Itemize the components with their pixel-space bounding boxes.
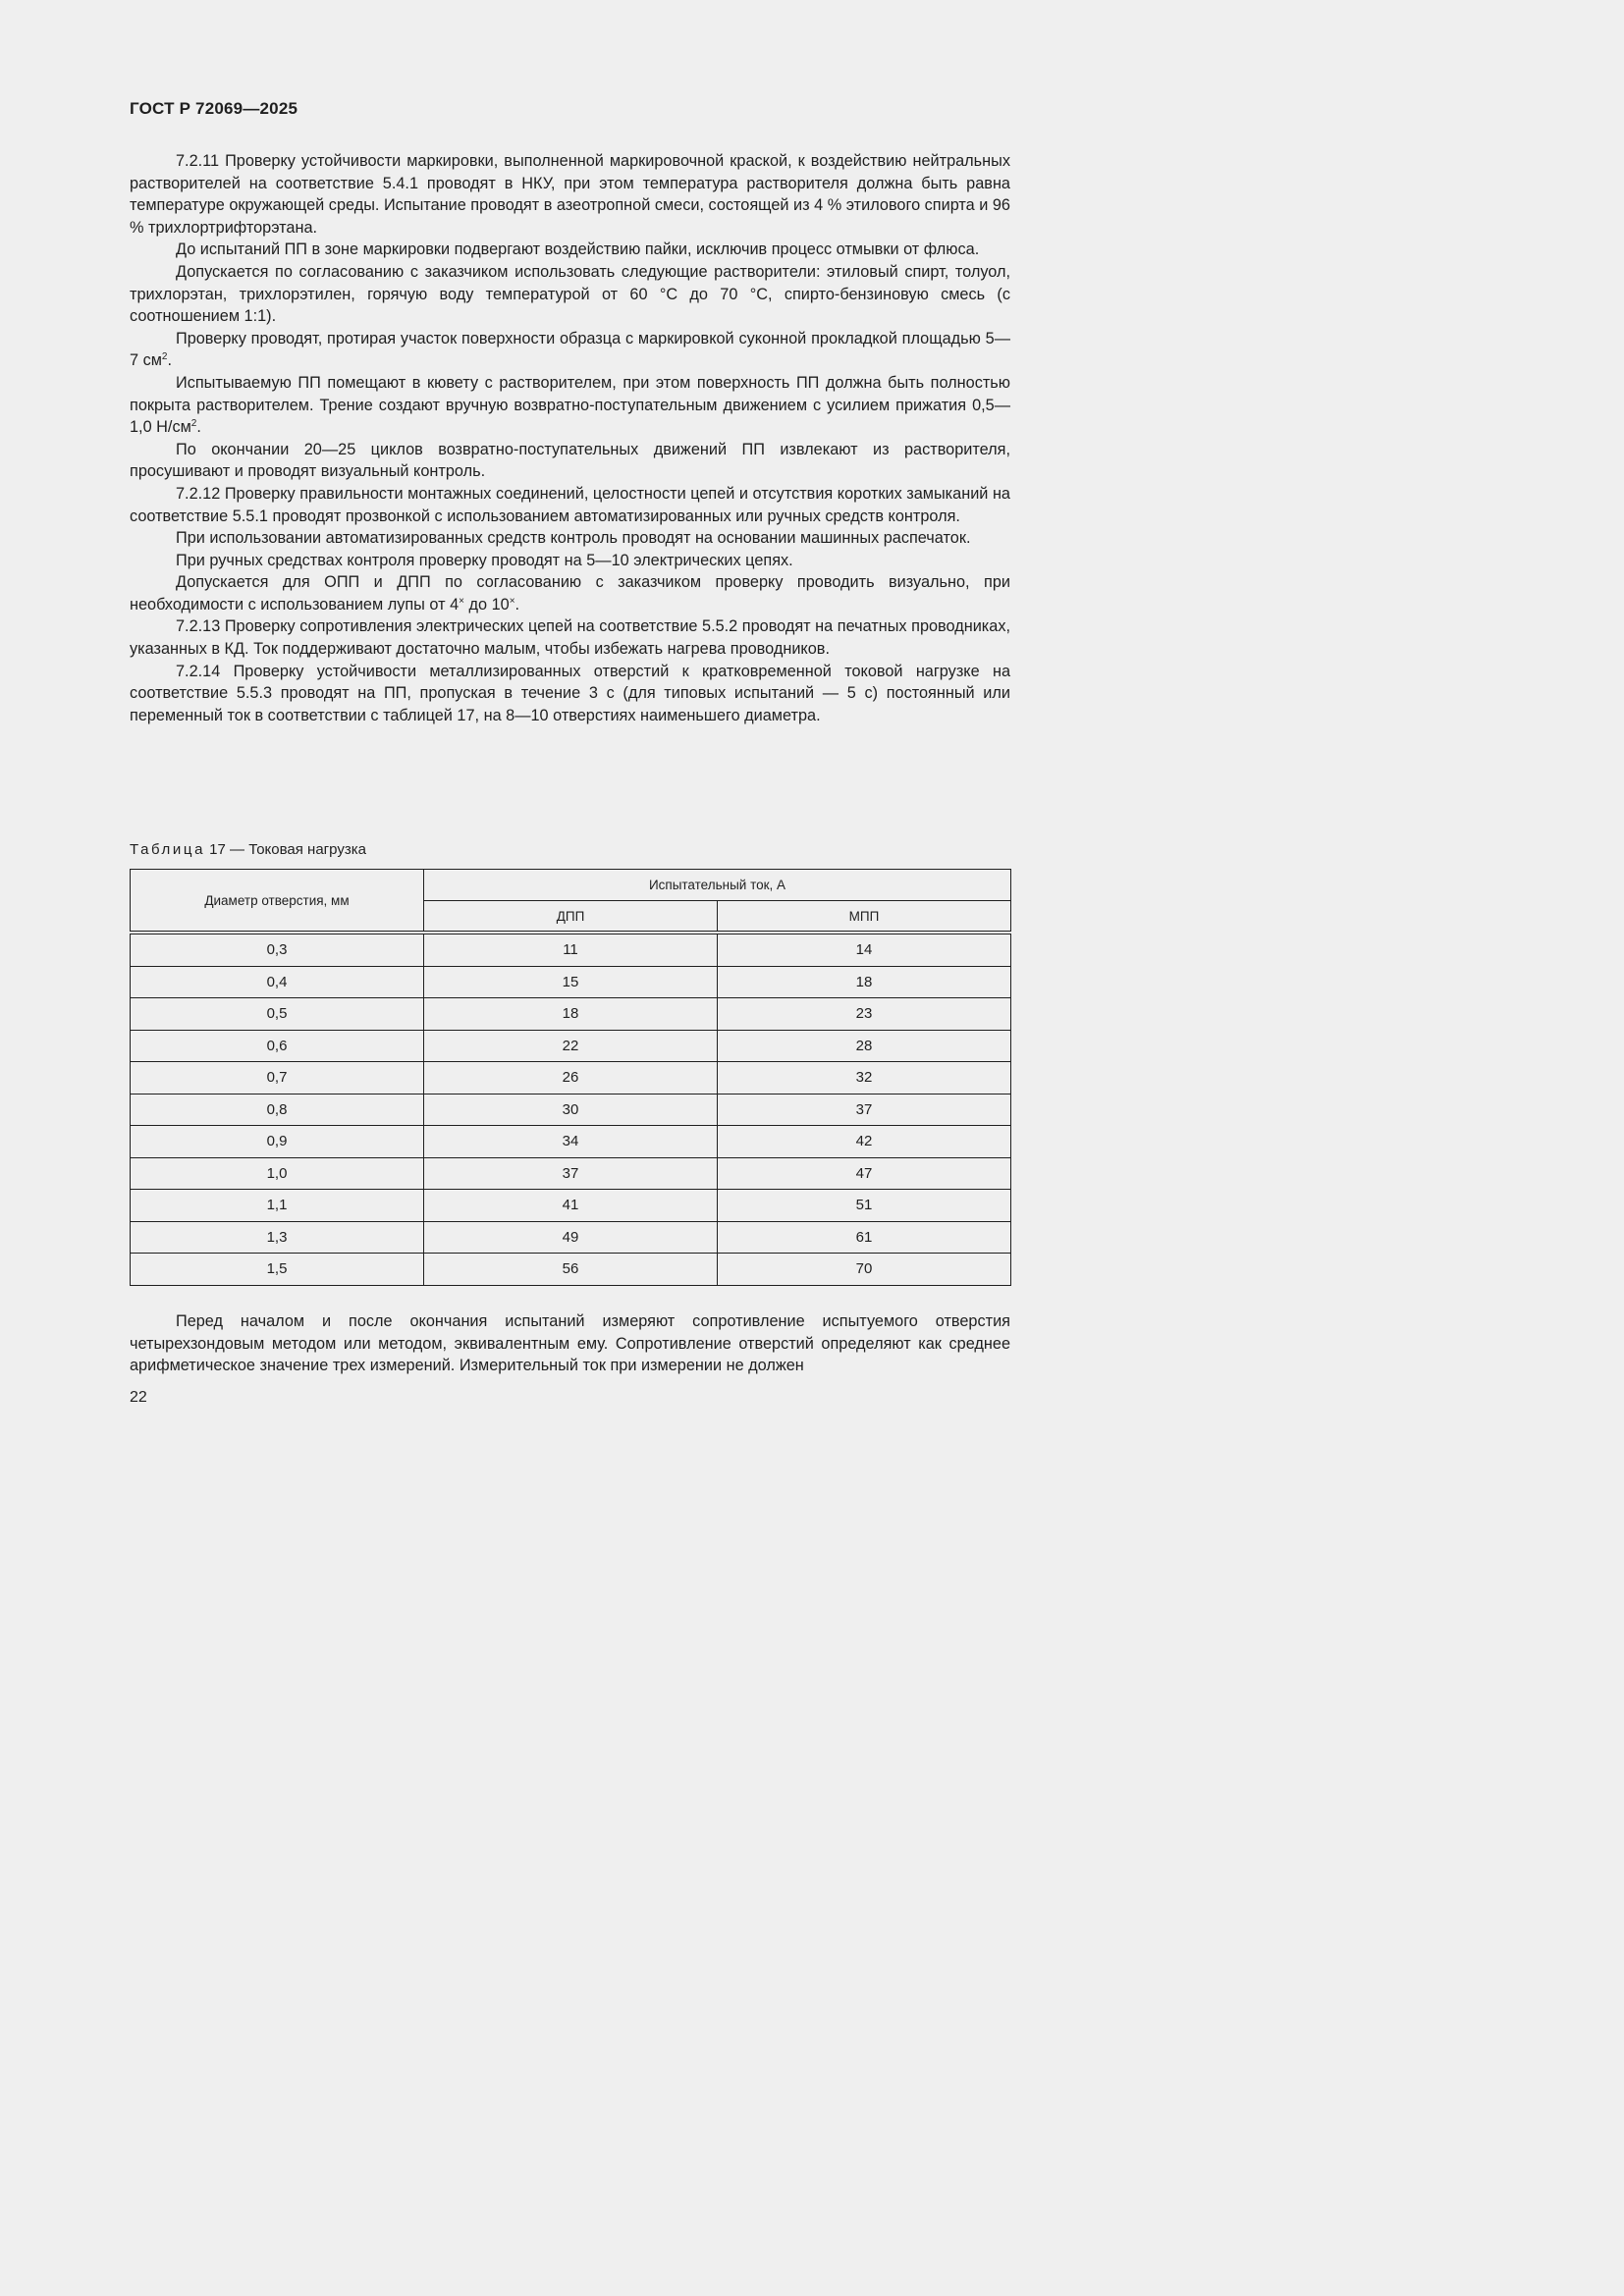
cell-dpp: 11 bbox=[424, 933, 718, 966]
cell-diameter: 0,8 bbox=[131, 1094, 424, 1126]
table-row bbox=[131, 1126, 1011, 1158]
cell-diameter: 0,6 bbox=[131, 1030, 424, 1062]
cell-mpp: 47 bbox=[718, 1157, 1011, 1190]
cell-dpp: 18 bbox=[424, 998, 718, 1031]
cell-mpp: 51 bbox=[718, 1190, 1011, 1222]
table-row bbox=[131, 1254, 1011, 1286]
paragraph: При использовании автоматизированных средств контроль проводят на основании машинных распечаток. bbox=[176, 529, 971, 548]
cell-mpp: 23 bbox=[718, 998, 1011, 1031]
table-row bbox=[131, 933, 1011, 966]
superscript: 2 bbox=[190, 418, 197, 430]
paragraph-text: Испытываемую ПП помещают в кювету с растворителем, при этом поверхность ПП должна быть полностью покрыта растворителем. Трение создают вручную возвратно-поступательным движением с усилием прижатия 0,5—1,0 Н/см bbox=[130, 373, 1010, 437]
header-dpp: ДПП bbox=[424, 901, 718, 934]
cell-mpp: 18 bbox=[718, 966, 1011, 998]
paragraph-tail: . bbox=[167, 351, 173, 370]
page-number: 22 bbox=[130, 1389, 147, 1406]
document-header: ГОСТ Р 72069—2025 bbox=[130, 99, 298, 118]
paragraph-7-2-11: 7.2.11 Проверку устойчивости маркировки, выполненной маркировочной краской, к воздействию нейтральных растворителей на соответствие 5.4.1 проводят в НКУ, при этом температура растворителя должна быть равна температуре окружающей среды. Испытание проводят в азеотропной смеси, состоящей из 4 % этилового спирта и 96 % трихлортрифторэтана. bbox=[130, 152, 1010, 237]
cell-mpp: 14 bbox=[718, 933, 1011, 966]
paragraph-tail: . bbox=[514, 595, 520, 614]
cell-mpp: 42 bbox=[718, 1126, 1011, 1158]
paragraph bbox=[130, 328, 1010, 372]
table-row bbox=[131, 1062, 1011, 1095]
document-page bbox=[0, 0, 1089, 1539]
paragraph bbox=[130, 571, 1010, 615]
cell-dpp: 49 bbox=[424, 1221, 718, 1254]
superscript: × bbox=[459, 595, 464, 607]
cell-mpp: 70 bbox=[718, 1254, 1011, 1286]
paragraph: По окончании 20—25 циклов возвратно-поступательных движений ПП извлекают из растворителя, просушивают и проводят визуальный контроль. bbox=[130, 440, 1010, 481]
cell-dpp: 41 bbox=[424, 1190, 718, 1222]
cell-dpp: 37 bbox=[424, 1157, 718, 1190]
cell-diameter: 1,0 bbox=[131, 1157, 424, 1190]
paragraph-text: Проверку проводят, протирая участок поверхности образца с маркировкой суконной прокладкой площадью 5—7 см bbox=[130, 329, 1010, 370]
cell-diameter: 0,5 bbox=[131, 998, 424, 1031]
paragraph: Перед началом и после окончания испытаний измеряют сопротивление испытуемого отверстия четырехзондовым методом или методом, эквивалентным ему. Сопротивление отверстий определяют как среднее арифметическое значение трех измерений. Измерительный ток при измерении не должен bbox=[130, 1312, 1010, 1375]
cell-dpp: 15 bbox=[424, 966, 718, 998]
paragraph: До испытаний ПП в зоне маркировки подвергают воздействию пайки, исключив процесс отмывки от флюса. bbox=[176, 240, 980, 259]
cell-diameter: 0,3 bbox=[131, 933, 424, 966]
body-text-after-table bbox=[130, 1310, 1010, 1377]
header-test-current: Испытательный ток, А bbox=[424, 870, 1011, 901]
table-row bbox=[131, 1094, 1011, 1126]
table-row bbox=[131, 1157, 1011, 1190]
table-row bbox=[131, 1030, 1011, 1062]
cell-dpp: 22 bbox=[424, 1030, 718, 1062]
superscript: 2 bbox=[161, 351, 168, 363]
cell-diameter: 0,9 bbox=[131, 1126, 424, 1158]
current-load-table bbox=[130, 869, 1011, 1286]
superscript: × bbox=[509, 595, 515, 607]
paragraph-tail: . bbox=[196, 418, 201, 437]
cell-dpp: 34 bbox=[424, 1126, 718, 1158]
cell-diameter: 0,4 bbox=[131, 966, 424, 998]
cell-diameter: 1,5 bbox=[131, 1254, 424, 1286]
cell-mpp: 32 bbox=[718, 1062, 1011, 1095]
cell-mpp: 61 bbox=[718, 1221, 1011, 1254]
header-hole-diameter: Диаметр отверстия, мм bbox=[131, 870, 424, 934]
table-row bbox=[131, 1221, 1011, 1254]
table-row bbox=[131, 1190, 1011, 1222]
paragraph-7-2-13: 7.2.13 Проверку сопротивления электрических цепей на соответствие 5.5.2 проводят на печатных проводниках, указанных в КД. Ток поддерживают достаточно малым, чтобы избежать нагрева проводников. bbox=[130, 617, 1010, 659]
body-text bbox=[130, 150, 1010, 726]
header-mpp: МПП bbox=[718, 901, 1011, 934]
table-caption-label: Таблица bbox=[130, 841, 206, 858]
paragraph: При ручных средствах контроля проверку проводят на 5—10 электрических цепях. bbox=[176, 551, 793, 569]
table-caption-title: 17 — Токовая нагрузка bbox=[205, 841, 366, 858]
cell-mpp: 28 bbox=[718, 1030, 1011, 1062]
table-caption bbox=[130, 841, 366, 858]
cell-diameter: 1,1 bbox=[131, 1190, 424, 1222]
paragraph bbox=[130, 372, 1010, 439]
cell-dpp: 30 bbox=[424, 1094, 718, 1126]
cell-diameter: 0,7 bbox=[131, 1062, 424, 1095]
paragraph-text: Допускается для ОПП и ДПП по согласованию с заказчиком проверку проводить визуально, при необходимости с использованием лупы от 4 bbox=[130, 573, 1010, 614]
table-row bbox=[131, 998, 1011, 1031]
cell-dpp: 56 bbox=[424, 1254, 718, 1286]
paragraph-7-2-12: 7.2.12 Проверку правильности монтажных соединений, целостности цепей и отсутствия коротких замыканий на соответствие 5.5.1 проводят прозвонкой с использованием автоматизированных или ручных средств контроля. bbox=[130, 484, 1010, 525]
paragraph: Допускается по согласованию с заказчиком использовать следующие растворители: этиловый спирт, толуол, трихлорэтан, трихлорэтилен, горячую воду температурой от 60 °С до 70 °С, спирто-бензиновую смесь (с соотношением 1:1). bbox=[130, 262, 1010, 326]
cell-dpp: 26 bbox=[424, 1062, 718, 1095]
paragraph-7-2-14: 7.2.14 Проверку устойчивости металлизированных отверстий к кратковременной токовой нагрузке на соответствие 5.5.3 проводят на ПП, пропуская в течение 3 с (для типовых испытаний — 5 с) постоянный или переменный ток в соответствии с таблицей 17, на 8—10 отверстиях наименьшего диаметра. bbox=[130, 662, 1010, 724]
table-row bbox=[131, 966, 1011, 998]
cell-mpp: 37 bbox=[718, 1094, 1011, 1126]
paragraph-text: до 10 bbox=[463, 595, 510, 614]
cell-diameter: 1,3 bbox=[131, 1221, 424, 1254]
